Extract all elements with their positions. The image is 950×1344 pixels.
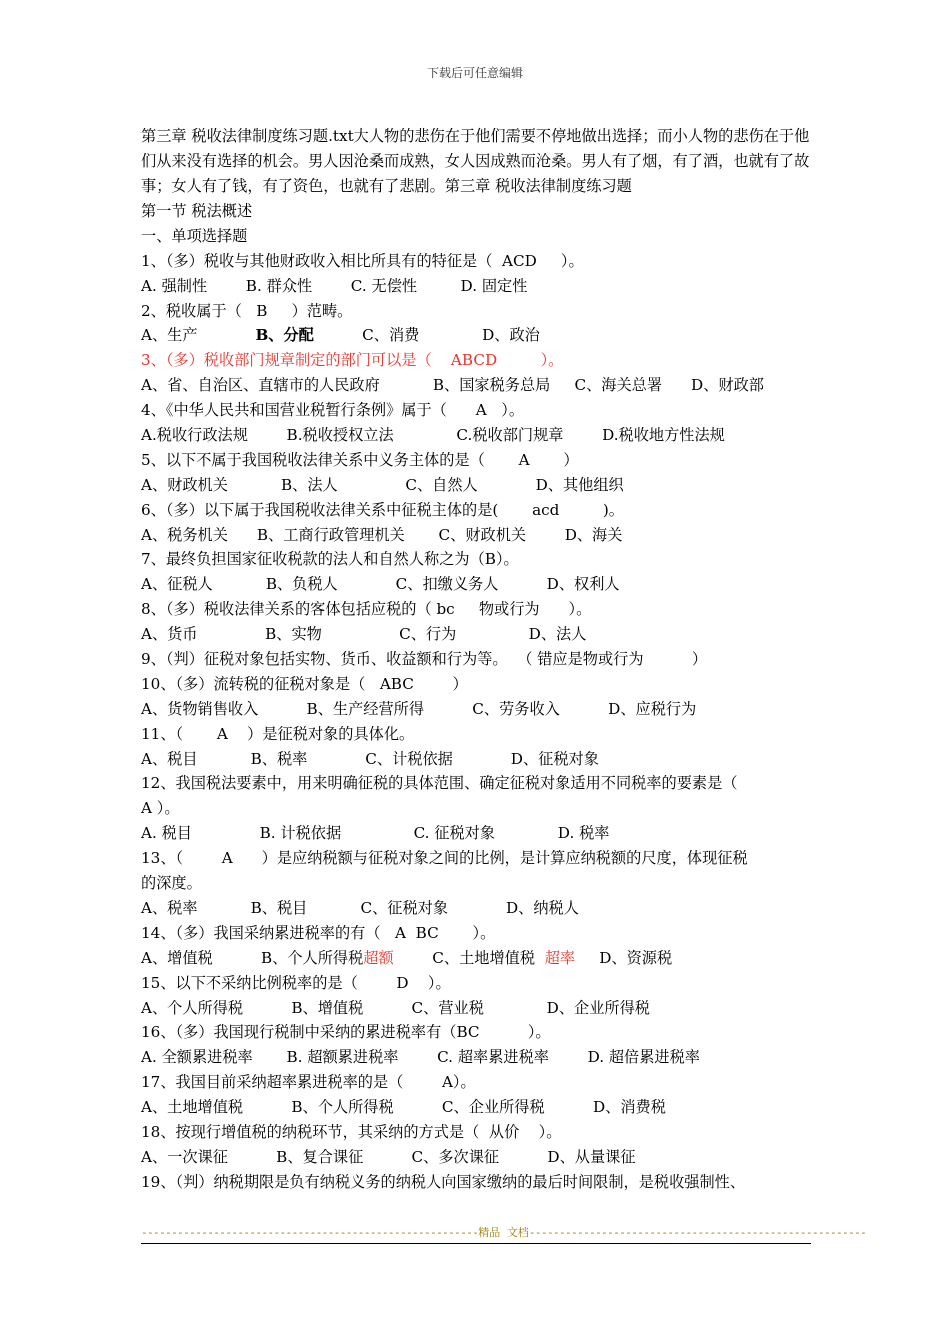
option-line: A.税收行政法规 B.税收授权立法 C.税收部门规章 D.税收地方性法规 <box>141 426 725 445</box>
option-line: A、财政机关 B、法人 C、自然人 D、其他组织 <box>141 475 624 494</box>
question-line: 6、（多）以下属于我国税收法律关系中征税主体的是( acd )。 <box>141 500 624 519</box>
option-line-q14 <box>141 946 811 971</box>
option-line: A、生产 B、分配 C、消费 D、政治 <box>141 326 540 345</box>
q14-options-start: A、增值税 B、个人所得税 <box>141 948 364 967</box>
footer-dashes-right: -------------------------------------------------------- <box>528 1226 867 1239</box>
option-line: A、一次课征 B、复合课征 C、多次课征 D、从量课征 <box>141 1147 636 1166</box>
question-line: 4、《中华人民共和国营业税暂行条例》属于（ A ）。 <box>141 401 525 420</box>
question-line: 9、（判）征税对象包括实物、货币、收益额和行为等。 （ 错应是物或行为 ） <box>141 650 708 669</box>
option-line: A、省、自治区、直辖市的人民政府 B、国家税务总局 C、海关总署 D、财政部 <box>141 376 764 395</box>
option-line: A、货币 B、实物 C、行为 D、法人 <box>141 625 587 644</box>
question-line-cont: A ）。 <box>141 799 180 818</box>
option-line: A、征税人 B、负税人 C、扣缴义务人 D、权利人 <box>141 575 620 594</box>
question-line-cont: 的深度。 <box>141 874 202 893</box>
question-line: 13、（ A ）是应纳税额与征税对象之间的比例，是计算应纳税额的尺度，体现征税 <box>141 849 748 868</box>
footer-label: 精品 文档 <box>478 1226 529 1239</box>
section-title: 第一节 税法概述 <box>141 202 253 220</box>
subsection-title: 一、单项选择题 <box>141 226 248 245</box>
option-line: A、土地增值税 B、个人所得税 C、企业所得税 D、消费税 <box>141 1098 666 1117</box>
option-line: A. 全额累进税率 B. 超额累进税率 C. 超率累进税率 D. 超倍累进税率 <box>141 1048 700 1067</box>
option-line: A、税率 B、税目 C、征税对象 D、纳税人 <box>141 898 579 917</box>
option-line: A、税务机关 B、工商行政管理机关 C、财政机关 D、海关 <box>141 525 623 544</box>
document-body <box>141 124 811 1195</box>
question-line: 18、按现行增值税的纳税环节，其采纳的方式是（ 从价 ）。 <box>141 1122 562 1141</box>
question-line: 12、我国税法要素中，用来明确征税的具体范围、确定征税对象适用不同税率的要素是（ <box>141 774 738 793</box>
question-line: 17、我国目前采纳超率累进税率的是（ A）。 <box>141 1073 476 1092</box>
footer-divider <box>141 1226 867 1239</box>
question-line: 8、（多）税收法律关系的客体包括应税的（ bc 物或行为 ）。 <box>141 600 592 619</box>
q14-answer-note-2: 超率 <box>544 948 576 967</box>
option-line: A、货物销售收入 B、生产经营所得 C、劳务收入 D、应税行为 <box>141 699 697 718</box>
footer-rule-line <box>141 1243 811 1244</box>
question-line: 5、以下不属于我国税收法律关系中义务主体的是（ A ） <box>141 450 579 469</box>
footer-dashes-left: -------------------------------------------------------- <box>141 1226 479 1239</box>
page-header: 下载后可任意编辑 <box>426 66 523 80</box>
option-line: A、个人所得税 B、增值税 C、营业税 D、企业所得税 <box>141 998 650 1017</box>
option-line: A、税目 B、税率 C、计税依据 D、征税对象 <box>141 749 599 768</box>
question-line: 19、（判）纳税期限是负有纳税义务的纳税人向国家缴纳的最后时间限制，是税收强制性、 <box>141 1172 746 1191</box>
question-line: 14、（多）我国采纳累进税率的有（ A BC ）。 <box>141 923 496 942</box>
question-line: 1、（多）税收与其他财政收入相比所具有的特征是（ ACD ）。 <box>141 251 584 270</box>
q14-options-mid: C、土地增值税 <box>393 948 545 967</box>
option-line: A. 税目 B. 计税依据 C. 征税对象 D. 税率 <box>141 824 610 843</box>
q14-options-end: D、资源税 <box>575 948 673 967</box>
question-line: 15、以下不采纳比例税率的是（ D ）。 <box>141 973 451 992</box>
question-line: 10、（多）流转税的征税对象是（ ABC ） <box>141 674 468 693</box>
question-line: 16、（多）我国现行税制中采纳的累进税率有（BC ）。 <box>141 1023 551 1042</box>
question-line-highlighted: 3、（多）税收部门规章制定的部门可以是（ ABCD ）。 <box>141 351 564 370</box>
intro-paragraph: 第三章 税收法律制度练习题.txt大人物的悲伤在于他们需要不停地做出选择；而小人物的悲伤在于他们从来没有选择的机会。男人因沧桑而成熟，女人因成熟而沧桑。男人有了烟，有了酒，也就有了故事；女人有了钱，有了资色，也就有了悲剧。第三章 税收法律制度练习题 <box>141 127 810 195</box>
question-line: 11、（ A ）是征税对象的具体化。 <box>141 724 415 743</box>
question-line: 7、最终负担国家征收税款的法人和自然人称之为（B）。 <box>141 550 519 569</box>
option-line: A. 强制性 B. 群众性 C. 无偿性 D. 固定性 <box>141 276 528 295</box>
q14-answer-note-1: 超额 <box>363 948 394 967</box>
answer-bold: B、分配 <box>255 326 314 345</box>
question-line: 2、税收属于（ B ）范畴。 <box>141 301 353 320</box>
